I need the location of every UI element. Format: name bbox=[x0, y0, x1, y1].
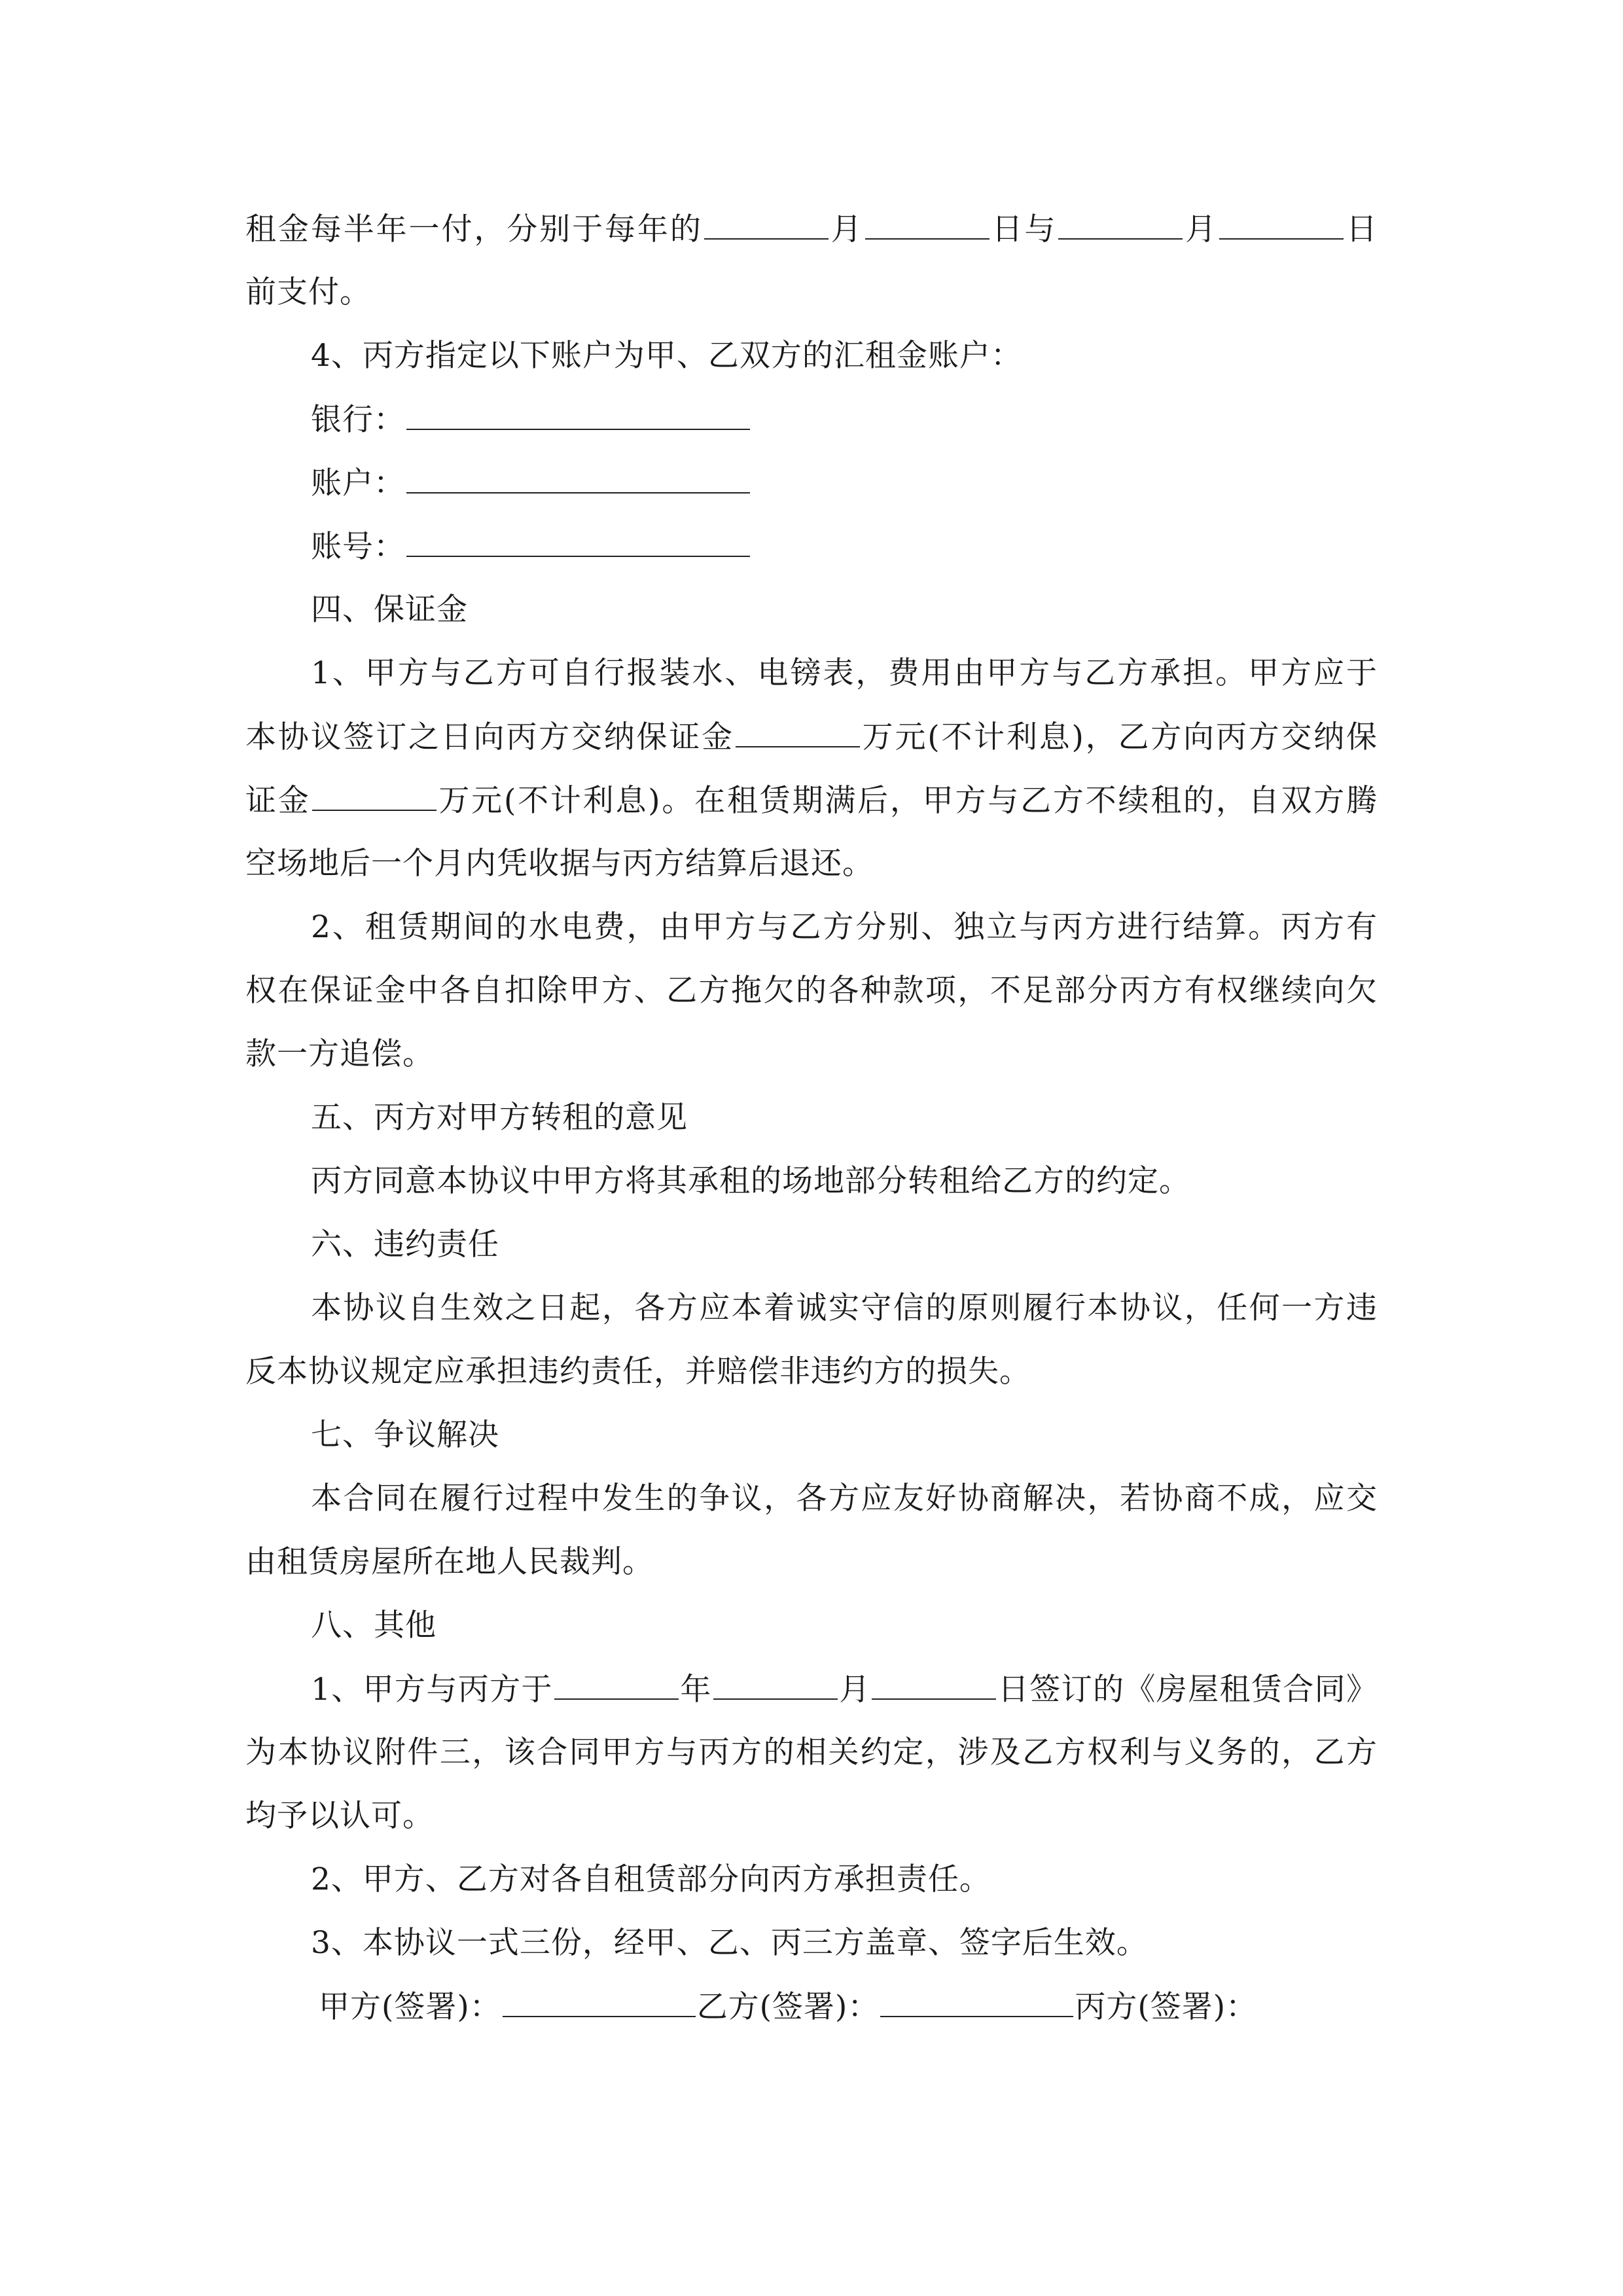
section-8-p3: 3、本协议一式三份，经甲、乙、丙三方盖章、签字后生效。 bbox=[311, 1925, 1148, 1961]
section-6-line-2: 反本协议规定应承担违约责任，并赔偿非违约方的损失。 bbox=[245, 1354, 1031, 1390]
section-6-title: 六、违约责任 bbox=[311, 1227, 499, 1263]
section-7-line-1: 本合同在履行过程中发生的争议，各方应友好协商解决，若协商不成，应交 bbox=[311, 1480, 1378, 1516]
party-c-signature-label: 丙方(签署)： bbox=[1075, 1989, 1258, 2025]
section-7-title: 七、争议解决 bbox=[311, 1417, 499, 1453]
section-4-p2-line-2: 权在保证金中各自扣除甲方、乙方拖欠的各种款项，不足部分丙方有权继续向欠 bbox=[245, 973, 1378, 1009]
account-heading: 4、丙方指定以下账户为甲、乙双方的汇租金账户： bbox=[311, 338, 1022, 374]
section-4-p2-line-3: 款一方追偿。 bbox=[245, 1036, 434, 1072]
year-label: 年 bbox=[679, 1672, 712, 1708]
party-a-signature-label: 甲方(签署)： bbox=[319, 1989, 501, 2025]
lease-date-text: 日签订的《房屋租赁合同》 bbox=[997, 1672, 1378, 1708]
section-4-p1-line-4: 空场地后一个月内凭收据与丙方结算后退还。 bbox=[245, 846, 874, 882]
blank-month-2 bbox=[1058, 209, 1183, 240]
deposit-text: 本协议签订之日向丙方交纳保证金 bbox=[245, 719, 734, 755]
account-number-label: 账号： bbox=[311, 529, 405, 565]
deposit-text: 万元(不计利息)，乙方向丙方交纳保 bbox=[861, 719, 1378, 755]
rent-clause-line-1 bbox=[245, 209, 1378, 249]
section-8-p1-line-3: 均予以认可。 bbox=[245, 1798, 434, 1834]
section-5-title: 五、丙方对甲方转租的意见 bbox=[311, 1100, 688, 1136]
month-label: 月 bbox=[838, 1672, 871, 1708]
deposit-amount-a-blank bbox=[736, 717, 860, 747]
section-4-p1-line-3 bbox=[245, 781, 1378, 820]
bank-label: 银行： bbox=[311, 402, 405, 438]
rent-clause-line-2: 前支付。 bbox=[245, 274, 371, 310]
account-name-line bbox=[311, 463, 751, 503]
blank-day-1 bbox=[865, 209, 990, 240]
account-name-label: 账户： bbox=[311, 465, 405, 501]
section-8-p1-line-2: 为本协议附件三，该合同甲方与丙方的相关约定，涉及乙方权利与义务的，乙方 bbox=[245, 1734, 1378, 1770]
section-8-p1-line-1 bbox=[311, 1670, 1378, 1709]
section-5-text: 丙方同意本协议中甲方将其承租的场地部分转租给乙方的约定。 bbox=[311, 1163, 1190, 1199]
account-name-blank bbox=[406, 463, 750, 493]
blank-day-2 bbox=[1219, 209, 1344, 240]
signature-line bbox=[319, 1987, 1257, 2026]
party-a-signature-blank bbox=[503, 1987, 696, 2017]
party-b-signature-blank bbox=[880, 1987, 1073, 2017]
section-8-p2: 2、甲方、乙方对各自租赁部分向丙方承担责任。 bbox=[311, 1861, 991, 1897]
deposit-text: 证金 bbox=[245, 783, 311, 819]
bank-line bbox=[311, 400, 751, 439]
lease-year-blank bbox=[554, 1670, 679, 1700]
section-4-p1-line-2 bbox=[245, 717, 1378, 757]
section-4-p1-line-1: 1、甲方与乙方可自行报装水、电镑表，费用由甲方与乙方承担。甲方应于 bbox=[311, 655, 1378, 691]
section-6-line-1: 本协议自生效之日起，各方应本着诚实守信的原则履行本协议，任何一方违 bbox=[311, 1290, 1378, 1326]
month-label: 月 bbox=[1184, 211, 1219, 247]
deposit-text: 万元(不计利息)。在租赁期满后，甲方与乙方不续租的，自双方腾 bbox=[437, 783, 1378, 819]
section-8-title: 八、其他 bbox=[311, 1607, 437, 1643]
day-label: 日 bbox=[1345, 211, 1378, 247]
month-label: 月 bbox=[829, 211, 864, 247]
day-label: 日与 bbox=[990, 211, 1058, 247]
lease-date-text: 1、甲方与丙方于 bbox=[311, 1672, 553, 1708]
blank-month-1 bbox=[704, 209, 829, 240]
account-number-blank bbox=[406, 527, 750, 557]
account-number-line bbox=[311, 527, 751, 566]
section-7-line-2: 由租赁房屋所在地人民裁判。 bbox=[245, 1544, 654, 1580]
rent-clause-text: 租金每半年一付，分别于每年的 bbox=[245, 211, 703, 247]
section-4-title: 四、保证金 bbox=[311, 592, 468, 628]
lease-month-blank bbox=[713, 1670, 838, 1700]
deposit-amount-b-blank bbox=[312, 781, 437, 811]
section-4-p2-line-1: 2、租赁期间的水电费，由甲方与乙方分别、独立与丙方进行结算。丙方有 bbox=[311, 909, 1378, 945]
bank-blank bbox=[406, 400, 750, 430]
party-b-signature-label: 乙方(签署)： bbox=[696, 1989, 880, 2025]
lease-day-blank bbox=[872, 1670, 996, 1700]
